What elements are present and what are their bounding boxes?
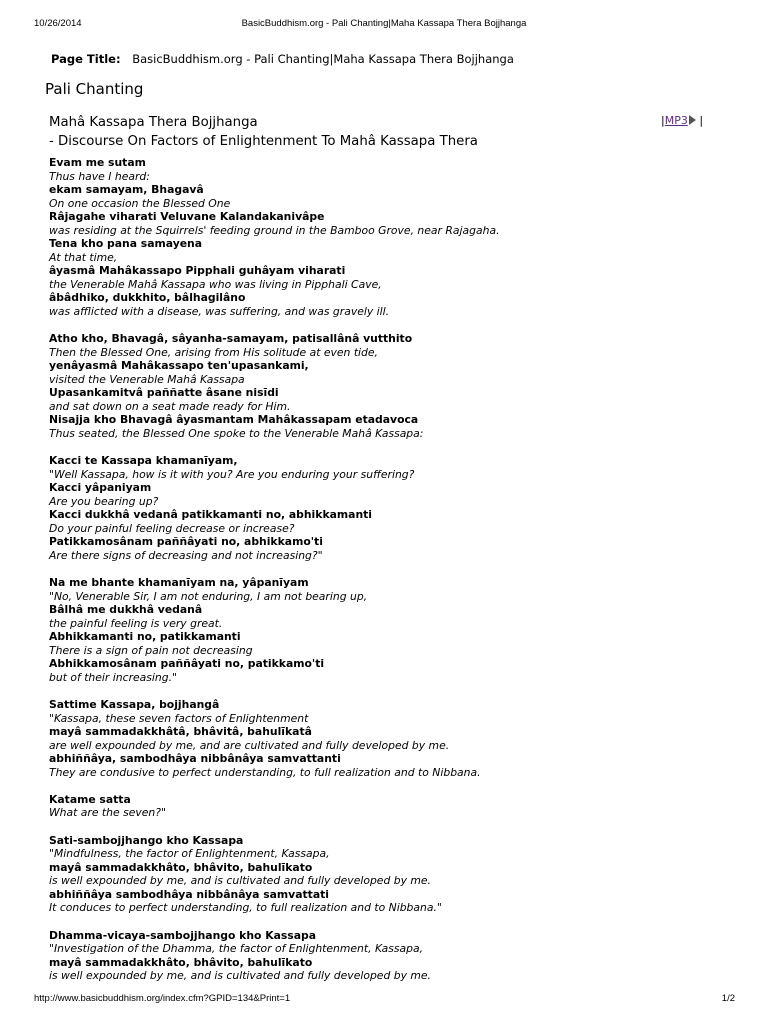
pali-line: Sati-sambojjhango kho Kassapa — [49, 833, 244, 847]
stanza — [49, 156, 739, 319]
stanza — [49, 454, 739, 562]
english-translation-line: "Investigation of the Dhamma, the factor of Enlightenment, Kassapa, — [49, 942, 424, 956]
stanza — [49, 793, 739, 820]
english-translation-line: is well expounded by me, and is cultivated and fully developed by me. — [49, 969, 431, 983]
english-translation-line: Thus seated, the Blessed One spoke to the Venerable Mahâ Kassapa: — [49, 426, 424, 440]
pali-line: âyasmâ Mahâkassapo Pipphali guhâyam viharati — [49, 264, 346, 278]
pali-line: Na me bhante khamanīyam na, yâpanīyam — [49, 576, 309, 590]
print-header — [0, 18, 768, 32]
english-translation-line: "Well Kassapa, how is it with you? Are you enduring your suffering? — [49, 467, 415, 481]
english-translation-line: are well expounded by me, and are cultivated and fully developed by me. — [49, 738, 450, 752]
english-translation-line: Then the Blessed One, arising from His solitude at even tide, — [49, 345, 378, 359]
english-translation-line: visited the Venerable Mahâ Kassapa — [49, 372, 245, 386]
english-translation-line: On one occasion the Blessed One — [49, 196, 231, 210]
english-translation-line: the Venerable Mahâ Kassapa who was living in Pipphali Cave, — [49, 277, 382, 291]
mp3-prefix-separator: | — [661, 114, 665, 127]
english-translation-line: It conduces to perfect understanding, to full realization and to Nibbana." — [49, 901, 442, 915]
english-translation-line: was afflicted with a disease, was suffering, and was gravely ill. — [49, 305, 390, 319]
print-url: http://www.basicbuddhism.org/index.cfm?GPID=134&Print=1 — [34, 993, 291, 1004]
print-date: 10/26/2014 — [34, 18, 82, 29]
stanza — [49, 576, 739, 684]
english-translation-line: Do your painful feeling decrease or increase? — [49, 521, 295, 535]
stanza — [49, 834, 739, 915]
english-translation-line: "No, Venerable Sir, I am not enduring, I am not bearing up, — [49, 589, 368, 603]
page-number: 1/2 — [721, 993, 735, 1004]
pali-line: Kacci dukkhâ vedanâ patikkamanti no, abhikkamanti — [49, 508, 372, 522]
pali-line: abhiññâya sambodhâya nibbânâya samvattati — [49, 887, 329, 901]
pali-line: yenâyasmâ Mahâkassapo ten'upasankami, — [49, 359, 309, 373]
pali-line: ekam samayam, Bhagavâ — [49, 183, 204, 197]
english-translation-line: At that time, — [49, 250, 118, 264]
english-translation-line: was residing at the Squirrels' feeding ground in the Bamboo Grove, near Rajagaha. — [49, 223, 500, 237]
english-translation-line: Are there signs of decreasing and not increasing?" — [49, 548, 323, 562]
pali-line: abhiññâya, sambodhâya nibbânâya samvattanti — [49, 752, 341, 766]
pali-line: mayâ sammadakkhâto, bhâvito, bahulīkato — [49, 955, 313, 969]
english-translation-line: They are condusive to perfect understanding, to full realization and to Nibbana. — [49, 765, 481, 779]
pali-line: Katame satta — [49, 792, 131, 806]
pali-line: Dhamma-vicaya-sambojjhango kho Kassapa — [49, 928, 317, 942]
english-translation-line: There is a sign of pain not decreasing — [49, 643, 253, 657]
english-translation-line: the painful feeling is very great. — [49, 616, 223, 630]
print-header-title: BasicBuddhism.org - Pali Chanting|Maha Kassapa Thera Bojjhanga — [241, 18, 527, 29]
english-translation-line: "Mindfulness, the factor of Enlightenment, Kassapa, — [49, 847, 330, 861]
pali-line: Tena kho pana samayena — [49, 237, 203, 251]
section-heading: Pali Chanting — [45, 80, 144, 98]
stanza — [49, 332, 739, 440]
chant-text — [49, 156, 739, 996]
document-title-line-1: Mahâ Kassapa Thera Bojjhanga — [49, 115, 258, 130]
mp3-controls — [661, 113, 703, 129]
english-translation-line: "Kassapa, these seven factors of Enlightenment — [49, 711, 309, 725]
pali-line: Kacci yâpaniyam — [49, 481, 152, 495]
pali-line: Abhikkamanti no, patikkamanti — [49, 630, 241, 644]
stanza — [49, 929, 739, 983]
play-icon[interactable] — [689, 115, 696, 125]
pali-line: Upasankamitvâ paññatte âsane nisīdi — [49, 386, 279, 400]
stanza — [49, 698, 739, 779]
pali-line: Bâlhâ me dukkhâ vedanâ — [49, 603, 203, 617]
pali-line: mayâ sammadakkhâto, bhâvito, bahulīkato — [49, 860, 313, 874]
print-footer — [0, 993, 768, 1007]
english-translation-line: but of their increasing." — [49, 670, 177, 684]
page-title-row — [51, 52, 514, 66]
mp3-link[interactable]: MP3 — [664, 114, 688, 127]
english-translation-line: Thus have I heard: — [49, 169, 150, 183]
english-translation-line: What are the seven?" — [49, 806, 166, 820]
pali-line: âbâdhiko, dukkhito, bâlhagilâno — [49, 291, 246, 305]
pali-line: Kacci te Kassapa khamanīyam, — [49, 454, 238, 468]
pali-line: Sattime Kassapa, bojjhangâ — [49, 698, 220, 712]
document-title-line-2: - Discourse On Factors of Enlightenment To Mahâ Kassapa Thera — [49, 134, 478, 149]
english-translation-line: is well expounded by me, and is cultivated and fully developed by me. — [49, 874, 431, 888]
pali-line: Evam me sutam — [49, 156, 146, 169]
pali-line: Abhikkamosânam paññâyati no, patikkamo'ti — [49, 657, 325, 671]
pali-line: mayâ sammadakkhâtâ, bhâvitâ, bahulīkatâ — [49, 725, 312, 739]
pali-line: Patikkamosânam paññâyati no, abhikkamo'ti — [49, 535, 323, 549]
pali-line: Râjagahe viharati Veluvane Kalandakanivâpe — [49, 210, 325, 224]
english-translation-line: Are you bearing up? — [49, 494, 159, 508]
page-title-value: BasicBuddhism.org - Pali Chanting|Maha Kassapa Thera Bojjhanga — [132, 52, 514, 66]
document-title — [49, 113, 478, 151]
pali-line: Nisajja kho Bhavagâ âyasmantam Mahâkassapam etadavoca — [49, 413, 419, 427]
pali-line: Atho kho, Bhavagâ, sâyanha-samayam, patisallânâ vutthito — [49, 332, 413, 346]
mp3-suffix-separator: | — [699, 114, 704, 127]
english-translation-line: and sat down on a seat made ready for Him. — [49, 399, 291, 413]
page-title-label: Page Title: — [51, 52, 121, 66]
